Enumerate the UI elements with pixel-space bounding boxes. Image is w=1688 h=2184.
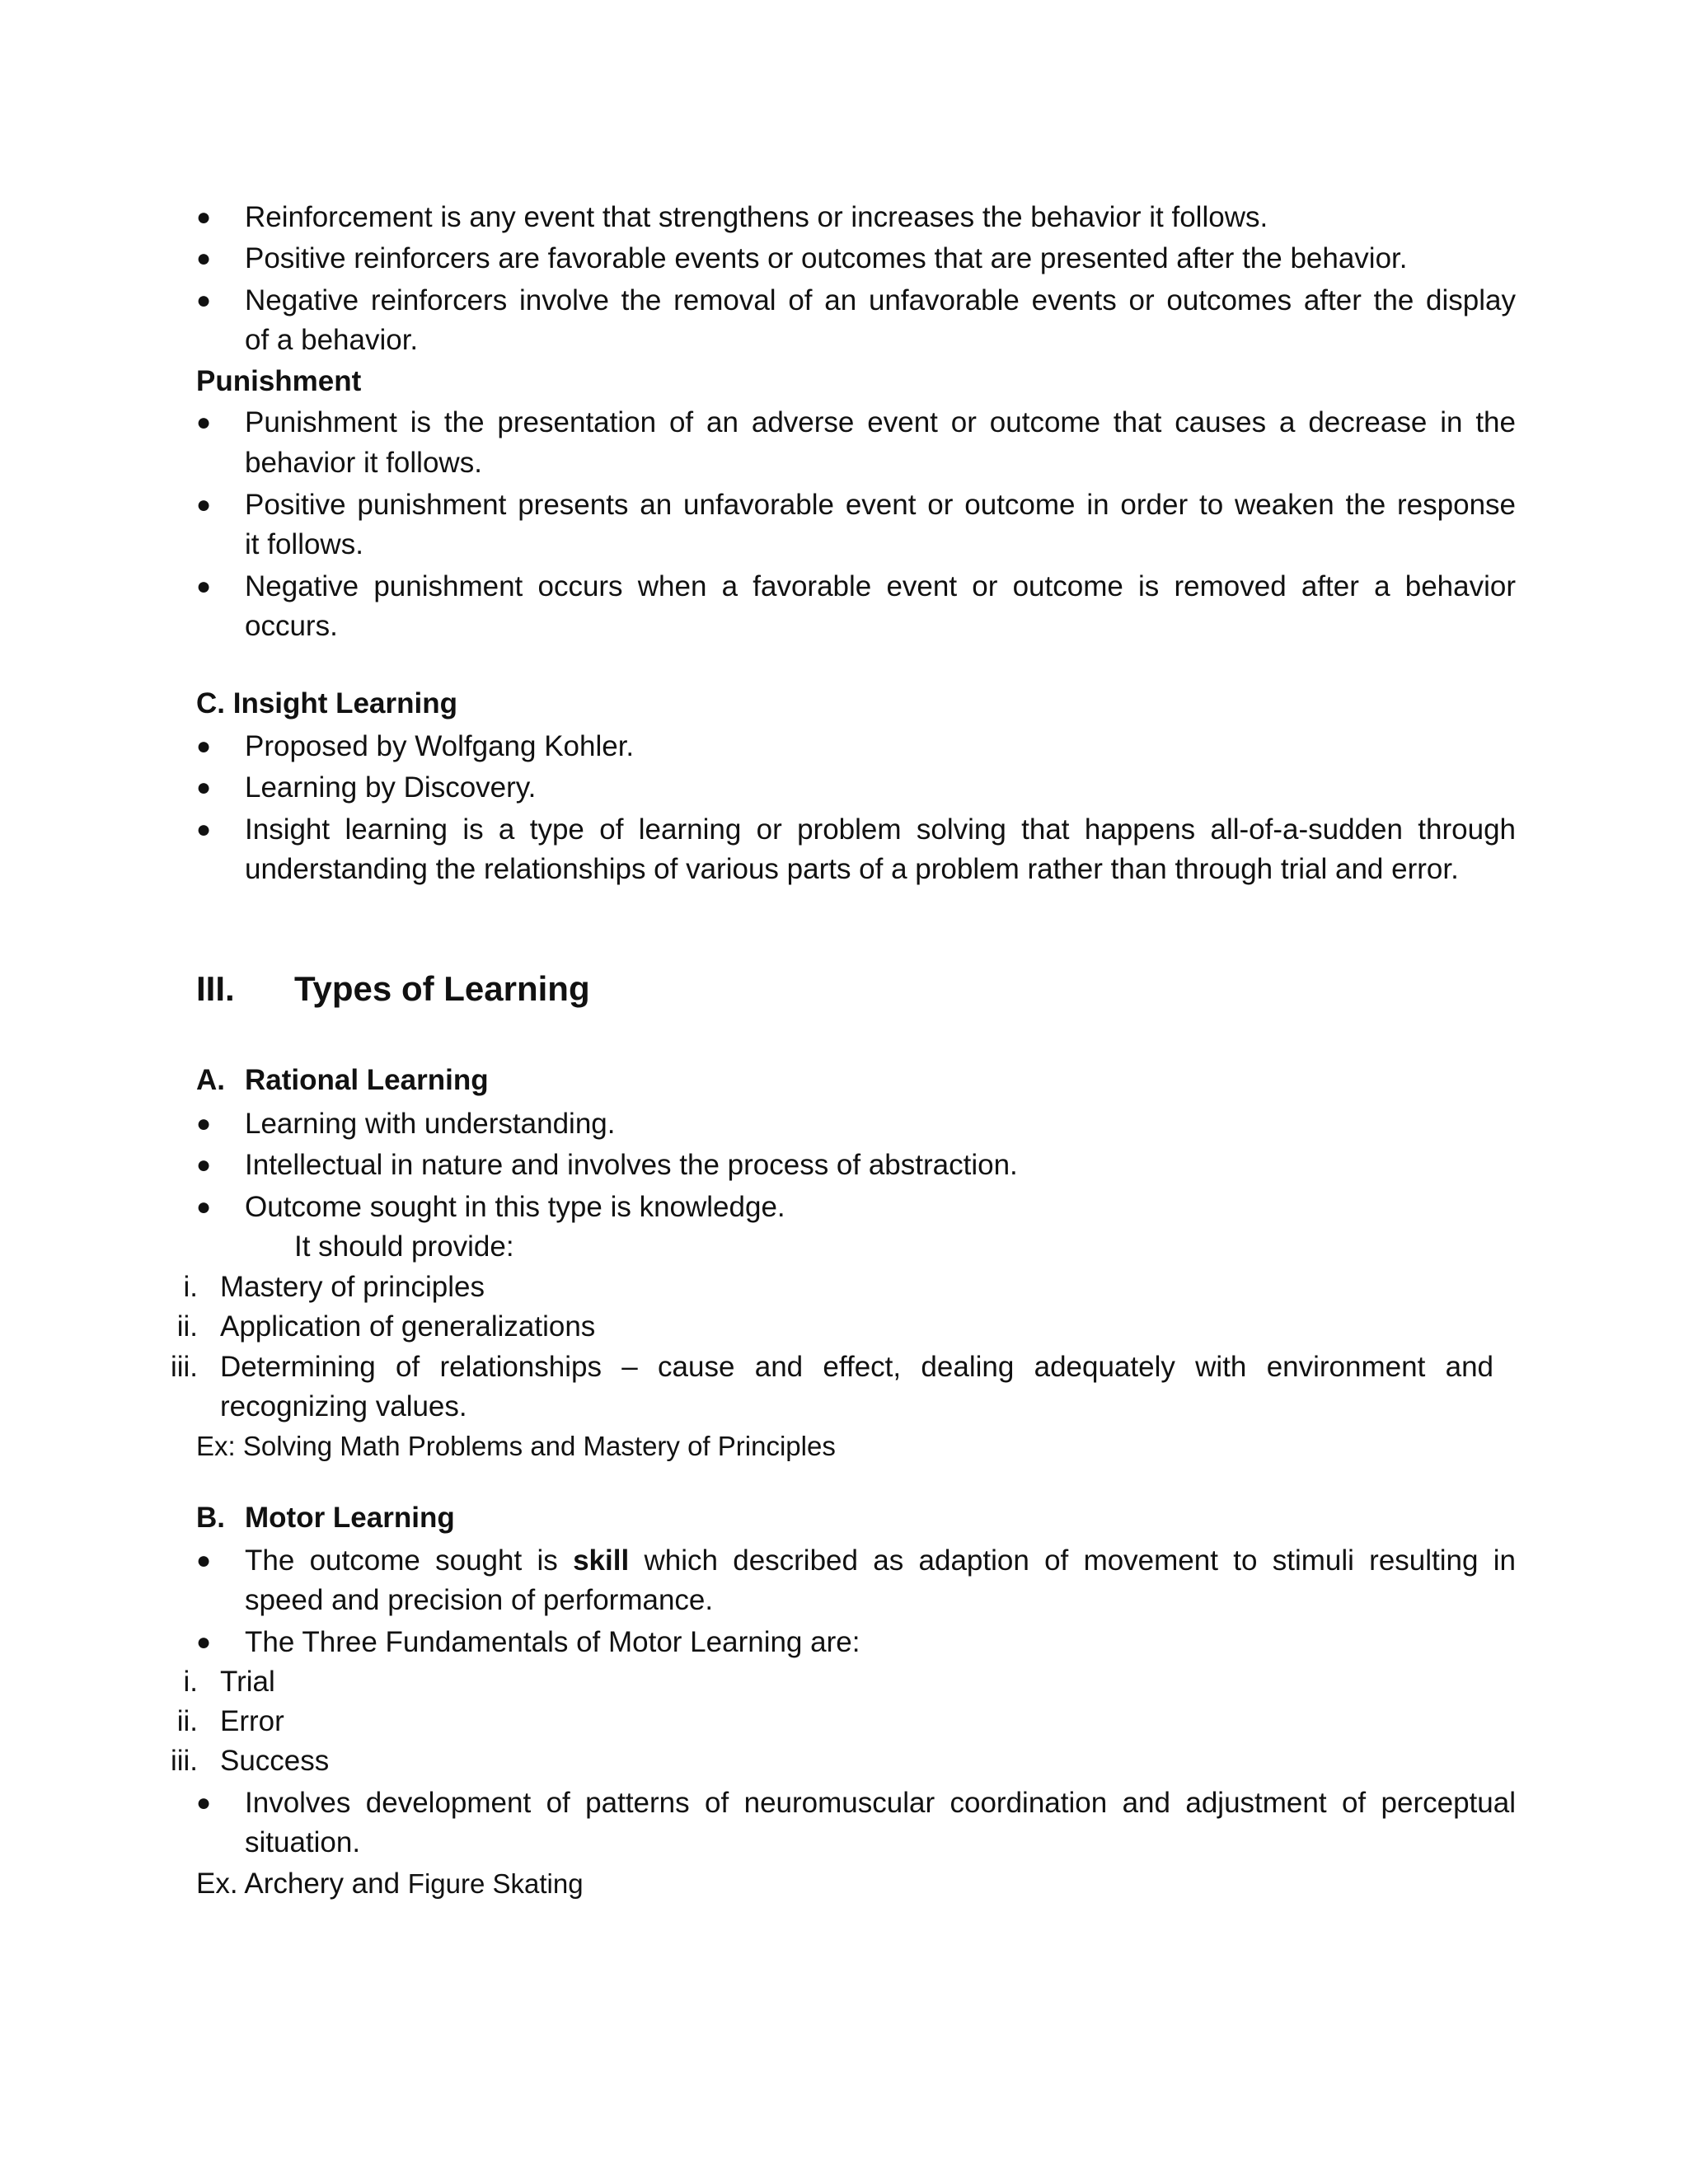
motor-item-3: Involves development of patterns of neuromuscular coordination and adjustment of perceptual bbox=[245, 1787, 1516, 1819]
bullet-icon: ● bbox=[196, 1547, 212, 1574]
motor-item-1-pre: The outcome sought is bbox=[245, 1544, 574, 1577]
punishment-item-2-cont: it follows. bbox=[245, 528, 363, 560]
motor-example bbox=[196, 1864, 584, 1904]
bullet-icon: ● bbox=[196, 409, 212, 436]
bullet-icon: ● bbox=[196, 816, 212, 843]
motor-item-1-cont: speed and precision of performance. bbox=[245, 1584, 714, 1616]
bullet-icon: ● bbox=[196, 204, 212, 231]
roman-numeral: iii. bbox=[170, 1745, 198, 1777]
reinforcement-item-3: Negative reinforcers involve the removal of an unfavorable events or outcomes after the display bbox=[245, 284, 1516, 316]
motor-item-1 bbox=[245, 1541, 1516, 1581]
rational-heading: Rational Learning bbox=[245, 1064, 489, 1096]
rational-item-2: Intellectual in nature and involves the process of abstraction. bbox=[245, 1149, 1018, 1181]
motor-heading: Motor Learning bbox=[245, 1502, 455, 1534]
insight-item-3: Insight learning is a type of learning or problem solving that happens all-of-a-sudden through bbox=[245, 813, 1516, 846]
bullet-icon: ● bbox=[196, 1629, 212, 1656]
insight-heading: C. Insight Learning bbox=[196, 687, 457, 719]
motor-letter: B. bbox=[196, 1502, 225, 1534]
reinforcement-item-1: Reinforcement is any event that strengthens or increases the behavior it follows. bbox=[245, 201, 1268, 233]
punishment-item-1-cont: behavior it follows. bbox=[245, 447, 482, 479]
bullet-icon: ● bbox=[196, 287, 212, 314]
rational-letter: A. bbox=[196, 1064, 225, 1096]
punishment-item-2: Positive punishment presents an unfavorable event or outcome in order to weaken the response bbox=[245, 489, 1516, 521]
punishment-item-1: Punishment is the presentation of an adverse event or outcome that causes a decrease in the bbox=[245, 406, 1516, 438]
rational-provide: It should provide: bbox=[294, 1230, 514, 1263]
roman-numeral: ii. bbox=[176, 1705, 198, 1737]
punishment-item-3-cont: occurs. bbox=[245, 610, 338, 642]
motor-sub-item-2: Error bbox=[220, 1705, 284, 1737]
bullet-icon: ● bbox=[196, 1110, 212, 1137]
section-number: III. bbox=[196, 969, 235, 1008]
rational-example: Ex: Solving Math Problems and Mastery of Principles bbox=[196, 1431, 836, 1461]
motor-example-post: Figure Skating bbox=[407, 1868, 584, 1899]
bullet-icon: ● bbox=[196, 573, 212, 600]
motor-sub-item-3: Success bbox=[220, 1745, 330, 1777]
rational-item-3: Outcome sought in this type is knowledge. bbox=[245, 1191, 785, 1223]
rational-sub-item-3-cont: recognizing values. bbox=[220, 1390, 467, 1422]
reinforcement-item-3-cont: of a behavior. bbox=[245, 324, 419, 356]
roman-numeral: iii. bbox=[170, 1351, 198, 1383]
bullet-icon: ● bbox=[196, 733, 212, 760]
punishment-item-3: Negative punishment occurs when a favorable event or outcome is removed after a behavior bbox=[245, 570, 1516, 602]
motor-example-pre: Ex. Archery and bbox=[196, 1868, 408, 1900]
punishment-heading: Punishment bbox=[196, 365, 362, 397]
bullet-icon: ● bbox=[196, 1193, 212, 1221]
rational-sub-item-3: Determining of relationships – cause and effect, dealing adequately with environment and bbox=[220, 1351, 1493, 1383]
bullet-icon: ● bbox=[196, 1789, 212, 1816]
motor-sub-item-1: Trial bbox=[220, 1666, 275, 1698]
motor-item-1-bold: skill bbox=[573, 1544, 630, 1577]
rational-item-1: Learning with understanding. bbox=[245, 1108, 616, 1140]
section-title: Types of Learning bbox=[294, 969, 590, 1008]
insight-item-2: Learning by Discovery. bbox=[245, 771, 537, 804]
roman-numeral: ii. bbox=[176, 1310, 198, 1343]
motor-item-3-cont: situation. bbox=[245, 1826, 361, 1858]
insight-item-1: Proposed by Wolfgang Kohler. bbox=[245, 730, 635, 762]
roman-numeral: i. bbox=[183, 1271, 198, 1303]
rational-sub-item-2: Application of generalizations bbox=[220, 1310, 596, 1343]
roman-numeral: i. bbox=[183, 1666, 198, 1698]
insight-item-3-cont: understanding the relationships of various parts of a problem rather than through trial and error. bbox=[245, 853, 1459, 885]
motor-item-1-post: which described as adaption of movement to stimuli resulting in bbox=[629, 1544, 1516, 1577]
motor-item-2: The Three Fundamentals of Motor Learning are: bbox=[245, 1626, 860, 1658]
bullet-icon: ● bbox=[196, 491, 212, 518]
bullet-icon: ● bbox=[196, 245, 212, 272]
rational-sub-item-1: Mastery of principles bbox=[220, 1271, 485, 1303]
bullet-icon: ● bbox=[196, 774, 212, 801]
reinforcement-item-2: Positive reinforcers are favorable events or outcomes that are presented after the behavior. bbox=[245, 242, 1408, 274]
bullet-icon: ● bbox=[196, 1151, 212, 1179]
